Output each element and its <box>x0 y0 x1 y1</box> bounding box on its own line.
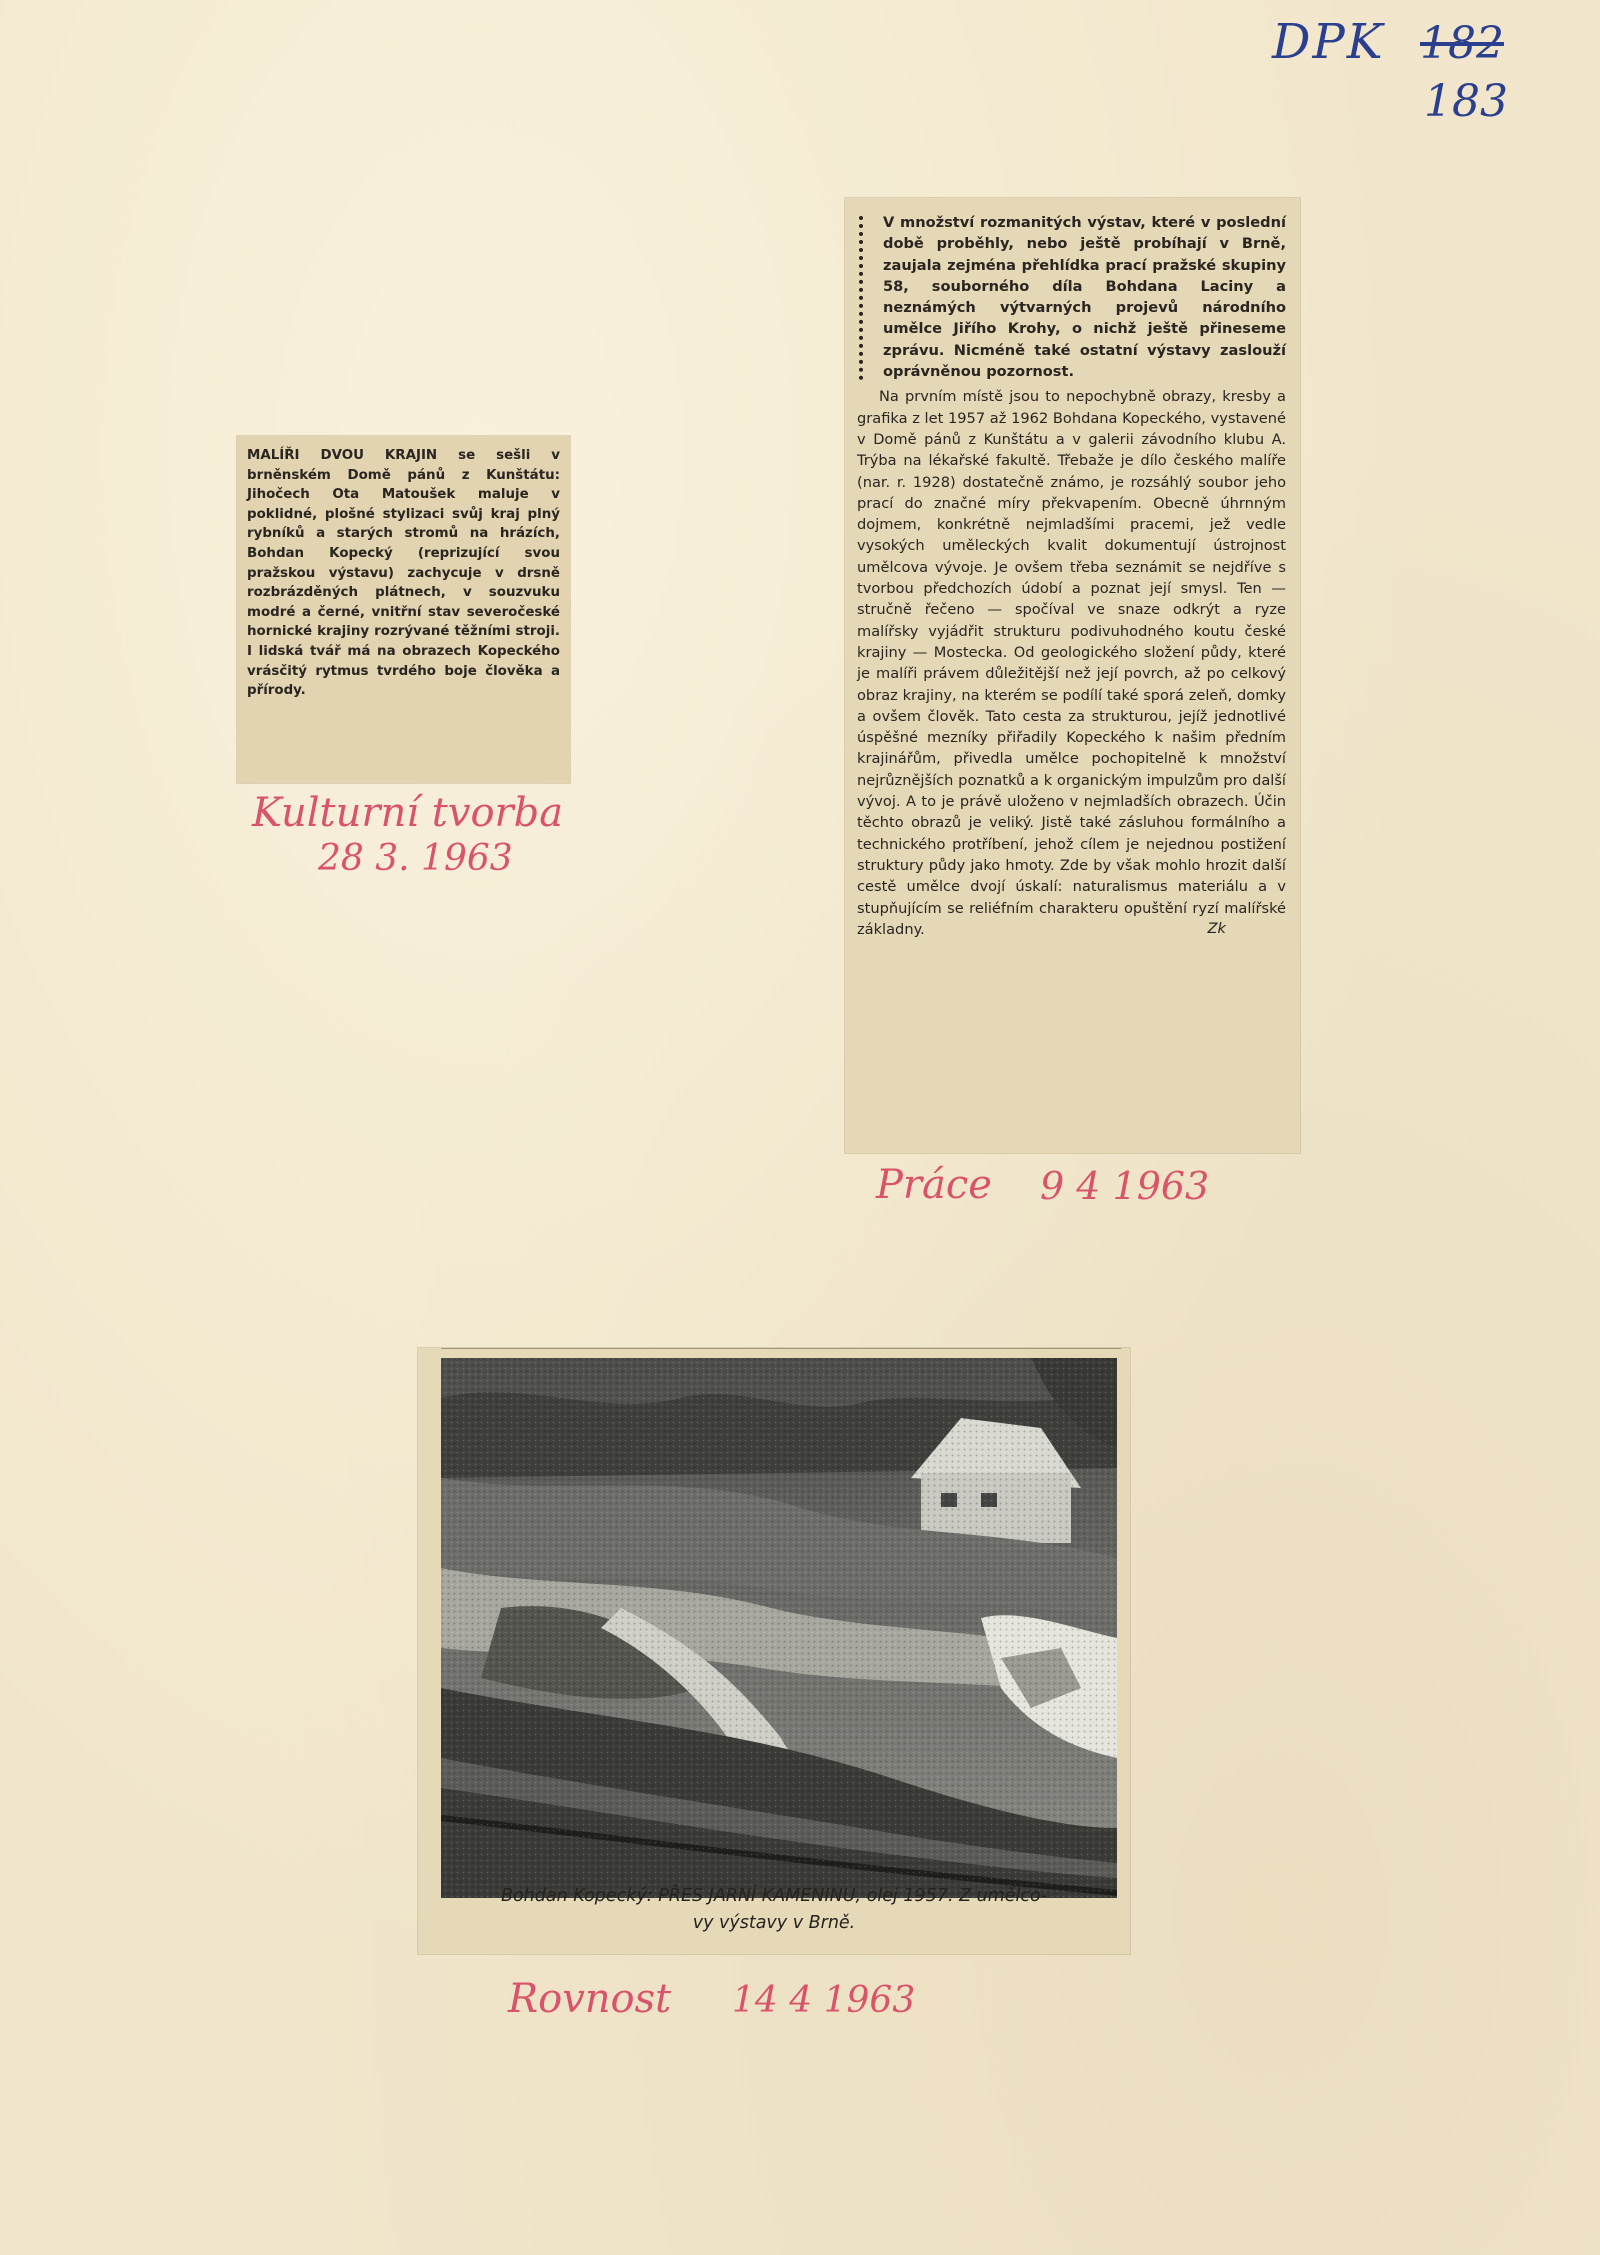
newspaper-clipping-kulturni-tvorba <box>237 436 570 783</box>
clipping-date-label: 28 3. 1963 <box>318 838 513 879</box>
painting-image <box>441 1358 1117 1898</box>
clipping-source-label: Kulturní tvorba <box>252 790 564 836</box>
clipping-source-label: Práce <box>876 1162 992 1208</box>
article-lead <box>857 212 1286 382</box>
archive-code: DPK <box>1272 14 1385 70</box>
clipping-edge <box>441 1348 1121 1357</box>
painting-reproduction <box>441 1358 1117 1898</box>
caption-line-2: vy výstavy v Brně. <box>692 1913 856 1933</box>
clipping-date-label: 9 4 1963 <box>1040 1164 1210 1208</box>
painting-caption <box>424 1883 1124 1937</box>
clipping-date-label: 14 4 1963 <box>732 1980 916 2021</box>
newspaper-clipping-rovnost <box>418 1348 1130 1954</box>
archive-old-number: 182 <box>1420 18 1504 69</box>
clipping-text: MALÍŘI DVOU KRAJIN se sešli v brněnském Domě pánů z Kunštátu: Jihočech Ota Matoušek maluje v poklidné, plošné stylizaci svůj kraj plný rybníků a starých stromů na hrázích, Bohdan Kopecký (reprizující svou pražskou výstavu) zachycuje v drsně rozbrázděných plátnech, v souzvuku modré a černé, vnitřní stav severočeské hornické krajiny rozrývané těžními stroji. I lidská tvář má na obrazech Kopeckého vrásčitý rytmus tvrdého boje člověka a přírody. <box>247 448 560 699</box>
clipping-source-label: Rovnost <box>508 1976 672 2022</box>
archive-new-number: 183 <box>1424 76 1508 127</box>
article-body: Na prvním místě jsou to nepochybně obrazy, kresby a grafika z let 1957 až 1962 Bohdana Kopeckého, vystavené v Domě pánů z Kunštátu a v galerii závodního klubu A. Trýba na lékařské fakultě. Třebaže je dílo českého malíře (nar. r. 1928) dostatečně známo, je rozsáhlý soubor jeho prací do značné míry překvapením. Obecně úhrnným dojmem, konkrétně nejmladšími pracemi, jež vedle vysokých uměleckých kvalit dokumentují ústrojnost umělcova vývoje. Je ovšem třeba seznámit se nejdříve s tvorbou předchozích údobí a poznat její smysl. Ten — stručně řečeno — spočíval ve snaze odkrýt a ryze malířsky vyjádřit strukturu podivuhodného koutu české krajiny — Mostecka. Od geologického složení půdy, které je malíři právem důležitější než její povrch, až po celkový obraz krajiny, na kterém se podílí také sporá zeleň, domky a ovšem člověk. Tato cesta za strukturou, jejíž jednotlivé úspěšné mezníky přiřadily Kopeckého k našim předním krajinářům, přivedla umělce pochopitelně k množství nejrůznějších poznatků a k organickým impulzům pro další vývoj. A to je právě uloženo v nejmladších obrazech. Účin těchto obrazů je veliký. Jistě také zásluhou formálního a technického protříbení, jehož cílem je nejednou postižení struktury půdy jako hmoty. Zde by však mohlo hrozit další cestě umělce dvojí úskalí: naturalismus materiálu a v stupňujícím se reliéfním charakteru opuštění ryzí malířské základny. <box>857 388 1286 938</box>
article-signature: Zk <box>1207 920 1226 938</box>
caption-line-1: Bohdan Kopecký: PŘES JARNÍ KAMENINU, olej 1957. Z umělco- <box>500 1886 1048 1906</box>
article-lead-text: V množství rozmanitých výstav, které v poslední době proběhly, nebo ještě probíhají v Brně, zaujala zejména přehlídka prací pražské skupiny 58, souborného díla Bohdana Laciny a neznámých výtvarných projevů národního umělce Jiřího Krohy, o nichž ještě přineseme zprávu. Nicméně také ostatní výstavy zaslouží oprávněnou pozornost. <box>883 214 1286 381</box>
column-marker <box>859 216 871 380</box>
newspaper-clipping-prace <box>845 198 1300 1153</box>
